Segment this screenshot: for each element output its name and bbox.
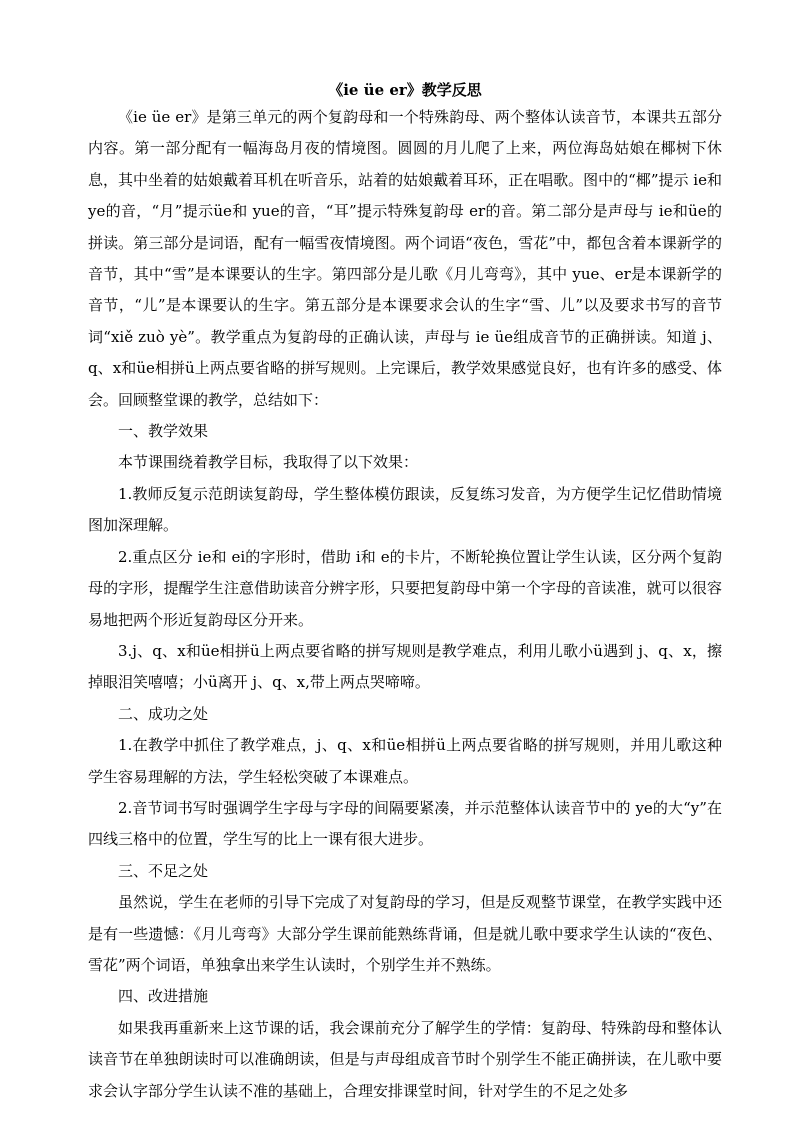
document-title: 《ie üe er》教学反思 [328, 81, 482, 99]
paragraph-effect-1: 1.教师反复示范朗读复韵母，学生整体模仿跟读，反复练习发音，为方便学生记忆借助情境图加深理解。 [88, 484, 722, 535]
section-heading-improvements: 四、改进措施 [118, 987, 209, 1006]
paragraph-intro: 《ie üe er》是第三单元的两个复韵母和一个特殊韵母、两个整体认读音节，本课共五部分内容。第一部分配有一幅海岛月夜的情境图。圆圆的月儿爬了上来，两位海岛姑娘在椰树下休息，其中坐着的姑娘戴着耳机在听音乐，站着的姑娘戴着耳环，正在唱歌。图中的“椰”提示 ie和 ye的音，“月”提示üe和 yue的音，“耳”提示特殊复韵母 er的音。第二部分是声母与 ie和üe的拼读。第三部分是词语，配有一幅雪夜情境图。两个词语“夜色，雪花”中，都包含着本课新学的音节，其中“雪”是本课要认的生字。第四部分是儿歌《月儿弯弯》，其中 yue、er是本课新学的音节，“儿”是本课要认的生字。第五部分是本课要求会认的生字“雪、儿”以及要求书写的音节词“xiě zuò yè”。教学重点为复韵母的正确认读，声母与 ie üe组成音节的正确拼读。知道 j、q、x和üe相拼ü上两点要省略的拼写规则。上完课后，教学效果感觉良好，也有许多的感受、体会。回顾整堂课的教学，总结如下： [88, 108, 722, 409]
paragraph-success-2: 2.音节词书写时强调学生字母与字母的间隔要紧凑，并示范整体认读音节中的 ye的大“y”在四线三格中的位置，学生写的比上一课有很大进步。 [88, 798, 722, 849]
paragraph-effects-intro: 本节课围绕着教学目标，我取得了以下效果： [118, 453, 419, 472]
paragraph-effect-3: 3.j、q、x和üe相拼ü上两点要省略的拼写规则是教学难点，利用儿歌小ü遇到 j、q、x，擦掉眼泪笑嘻嘻；小ü离开 j、q、x,带上两点哭啼啼。 [88, 641, 722, 692]
paragraph-success-1: 1.在教学中抓住了教学难点，j、q、x和üe相拼ü上两点要省略的拼写规则，并用儿歌这种学生容易理解的方法，学生轻松突破了本课难点。 [88, 736, 722, 786]
document-page [88, 78, 722, 1107]
section-heading-successes: 二、成功之处 [118, 704, 209, 723]
paragraph-improvements: 如果我再重新来上这节课的话，我会课前充分了解学生的学情：复韵母、特殊韵母和整体认读音节在单独朗读时可以准确朗读，但是与声母组成音节时个别学生不能正确拼读，在儿歌中要求会认字部分学生认读不准的基础上，合理安排课堂时间，针对学生的不足之处多 [88, 1018, 722, 1100]
paragraph-effect-2: 2.重点区分 ie和 ei的字形时，借助 i和 e的卡片，不断轮换位置让学生认读，区分两个复韵母的字形，提醒学生注意借助读音分辨字形，只要把复韵母中第一个字母的音读准，就可以很容易地把两个形近复韵母区分开来。 [88, 547, 722, 629]
section-heading-effects: 一、教学效果 [118, 422, 209, 441]
section-heading-shortcomings: 三、不足之处 [118, 861, 209, 880]
paragraph-shortcomings: 虽然说，学生在老师的引导下完成了对复韵母的学习，但是反观整节课堂，在教学实践中还是有一些遗憾：《月儿弯弯》大部分学生课前能熟练背诵，但是就儿歌中要求学生认读的“夜色、雪花”两个词语，单独拿出来学生认读时，个别学生并不熟练。 [88, 893, 722, 974]
